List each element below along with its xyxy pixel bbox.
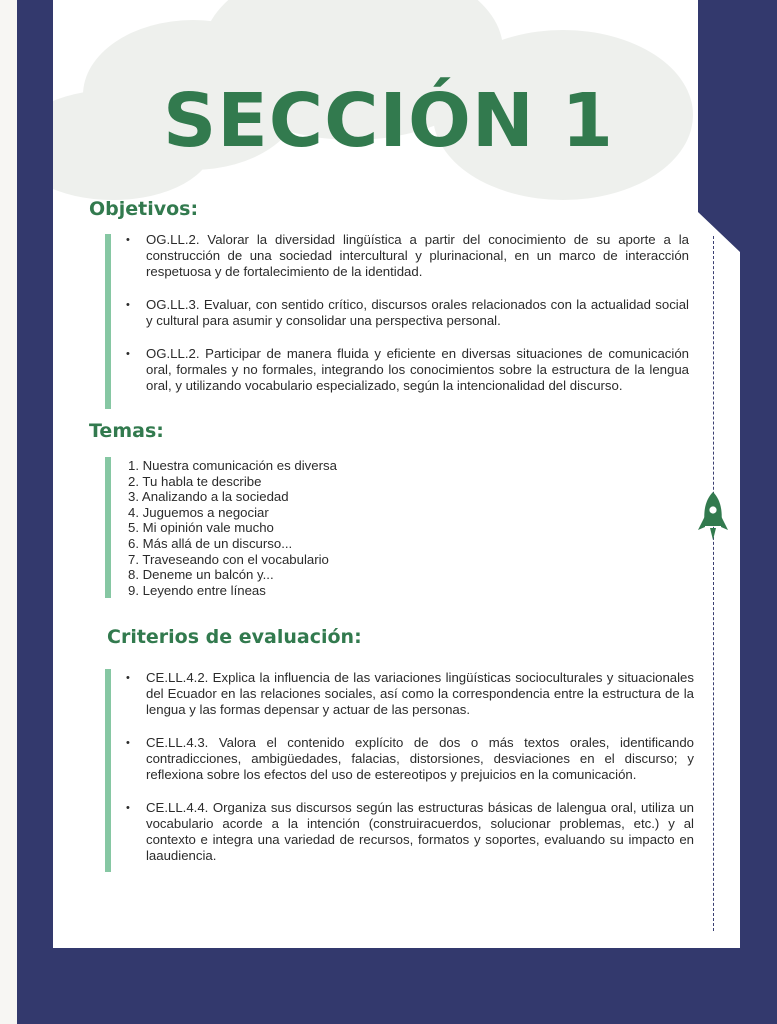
objetivos-list [124, 232, 689, 394]
tema-item: 1. Nuestra comunicación es diversa [128, 458, 337, 473]
tema-item: 9. Leyendo entre líneas [128, 582, 266, 598]
temas-heading: Temas: [89, 420, 164, 442]
dashed-path-line [713, 236, 714, 931]
objetivo-item: • OG.LL.2. Valorar la diversidad lingüística a partir del conocimiento de su aporte a la construcción de una sociedad intercultural y plurinacional, en un marco de interacción respetuosa y de fortalecimiento de la identidad. [124, 232, 689, 280]
criterios-heading: Criterios de evaluación: [107, 626, 362, 648]
criterio-item: • CE.LL.4.2. Explica la influencia de las variaciones lingüísticas socioculturales y situacionales del Ecuador en las relaciones sociales, así como la correspondencia entre la estructura de la lengua y las formas depensar y actuar de las personas. [124, 670, 694, 718]
temas-list [128, 458, 548, 598]
temas-accent-bar [105, 457, 111, 598]
tema-item: 4. Juguemos a negociar [128, 504, 269, 520]
tema-item: 8. Deneme un balcón y... [128, 567, 274, 583]
tema-item: 7. Traveseando con el vocabulario [128, 551, 329, 567]
criterios-accent-bar [105, 669, 111, 872]
objetivos-heading: Objetivos: [89, 198, 199, 220]
tema-item: 5. Mi opinión vale mucho [128, 520, 274, 536]
objetivo-item: • OG.LL.3. Evaluar, con sentido crítico, discursos orales relacionados con la actualidad social y cultural para asumir y consolidar una perspectiva personal. [124, 297, 689, 329]
objetivos-accent-bar [105, 234, 111, 409]
criterio-item: • CE.LL.4.4. Organiza sus discursos según las estructuras básicas de lalengua oral, utiliza un vocabulario acorde a la intención (construiracuerdos, solucionar problemas, etc.) y al contexto e integra una variedad de recursos, formatos y soportes, evaluando su impacto en laaudiencia. [124, 800, 694, 864]
tema-item: 6. Más allá de un discurso... [128, 535, 293, 551]
criterios-list [124, 670, 694, 864]
section-title: SECCIÓN 1 [162, 78, 615, 164]
objetivo-item: • OG.LL.2. Participar de manera fluida y eficiente en diversas situaciones de comunicación oral, formales y no formales, integrando los conocimientos sobre la estructura de la lengua oral, y utilizando vocabulario especializado, según la intencionalidad del discurso. [124, 346, 689, 394]
tema-item: 3. Analizando a la sociedad [128, 489, 289, 505]
criterio-item: • CE.LL.4.3. Valora el contenido explícito de dos o más textos orales, identificando contradicciones, ambigüedades, falacias, distorsiones, desviaciones en el discurso; y reflexiona sobre los efectos del uso de estereotipos y prejuicios en la comunicación. [124, 735, 694, 783]
tema-item: 2. Tu habla te describe [128, 473, 262, 489]
rocket-icon [697, 490, 729, 542]
